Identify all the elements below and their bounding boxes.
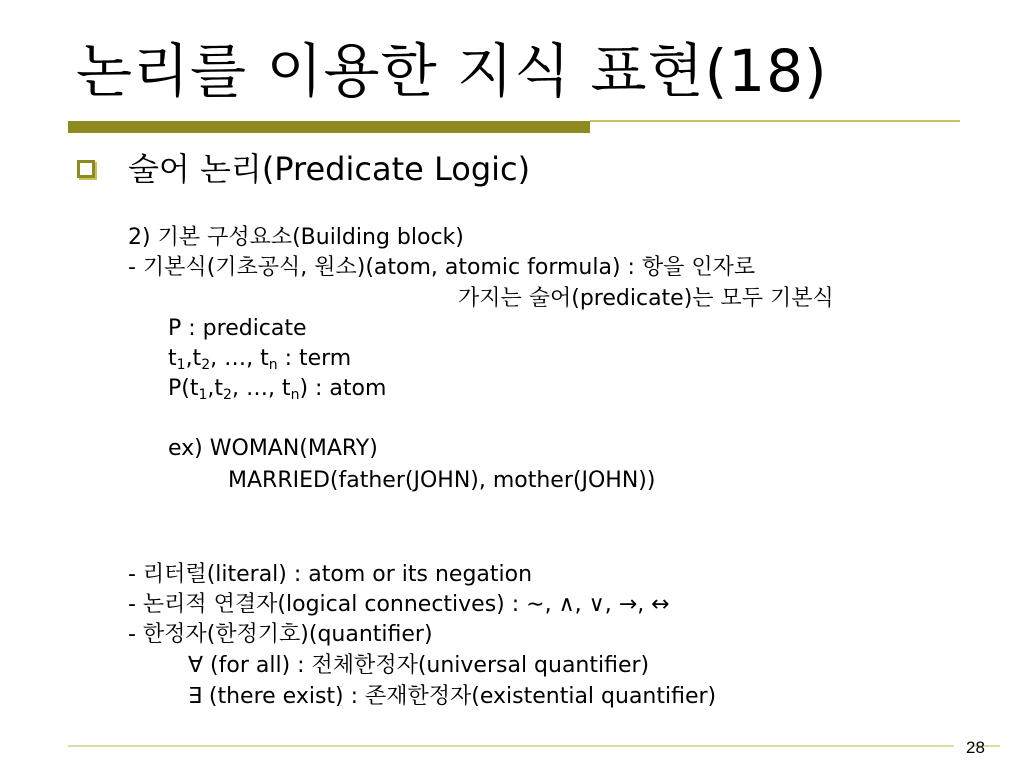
universal-quantifier-line: ∀ (for all) : 전체한정자(universal quantifier) (188, 653, 650, 678)
term-text: , …, t (210, 346, 269, 371)
connectives-line: - 논리적 연결자(logical connectives) : ∼, ∧, ∨, →, ↔ (128, 592, 670, 617)
atom-text: ,t (207, 376, 224, 401)
predicate-line: P : predicate (168, 316, 307, 341)
subscript: 1 (176, 357, 186, 373)
subscript: n (268, 357, 278, 373)
square-bullet-icon (77, 160, 95, 178)
atom-line (168, 378, 386, 402)
subscript: n (290, 387, 300, 403)
atom-text: , …, t (231, 376, 291, 401)
atom-definition-line-1: - 기본식(기초공식, 원소)(atom, atomic formula) : 항을 인자로 (128, 255, 756, 280)
term-text: t (168, 346, 177, 371)
term-text: ,t (185, 346, 202, 371)
atom-definition-line-2: 가지는 술어(predicate)는 모두 기본식 (458, 286, 834, 311)
term-line (168, 348, 351, 372)
subscript: 1 (198, 387, 208, 403)
term-text: : term (277, 346, 352, 371)
title-underline-thick (68, 121, 590, 133)
page-number: 28 (966, 738, 985, 757)
literal-line: - 리터럴(literal) : atom or its negation (128, 562, 533, 587)
existential-quantifier-line: ∃ (there exist) : 존재한정자(existential quantifier) (188, 684, 717, 709)
quantifier-line: - 한정자(한정기호)(quantifier) (128, 622, 433, 647)
slide-title: 논리를 이용한 지식 표현(18) (76, 37, 828, 105)
example-married-line: MARRIED(father(JOHN), mother(JOHN)) (228, 468, 656, 493)
building-block-heading: 2) 기본 구성요소(Building block) (128, 225, 464, 250)
subscript: 2 (201, 357, 211, 373)
bullet-heading: 술어 논리(Predicate Logic) (128, 150, 531, 188)
example-line: ex) WOMAN(MARY) (168, 436, 378, 461)
subscript: 2 (223, 387, 232, 403)
title-underline-thin (590, 120, 960, 122)
footer-divider (68, 745, 954, 747)
atom-text: ) : atom (299, 376, 387, 401)
atom-text: P(t (168, 376, 199, 401)
